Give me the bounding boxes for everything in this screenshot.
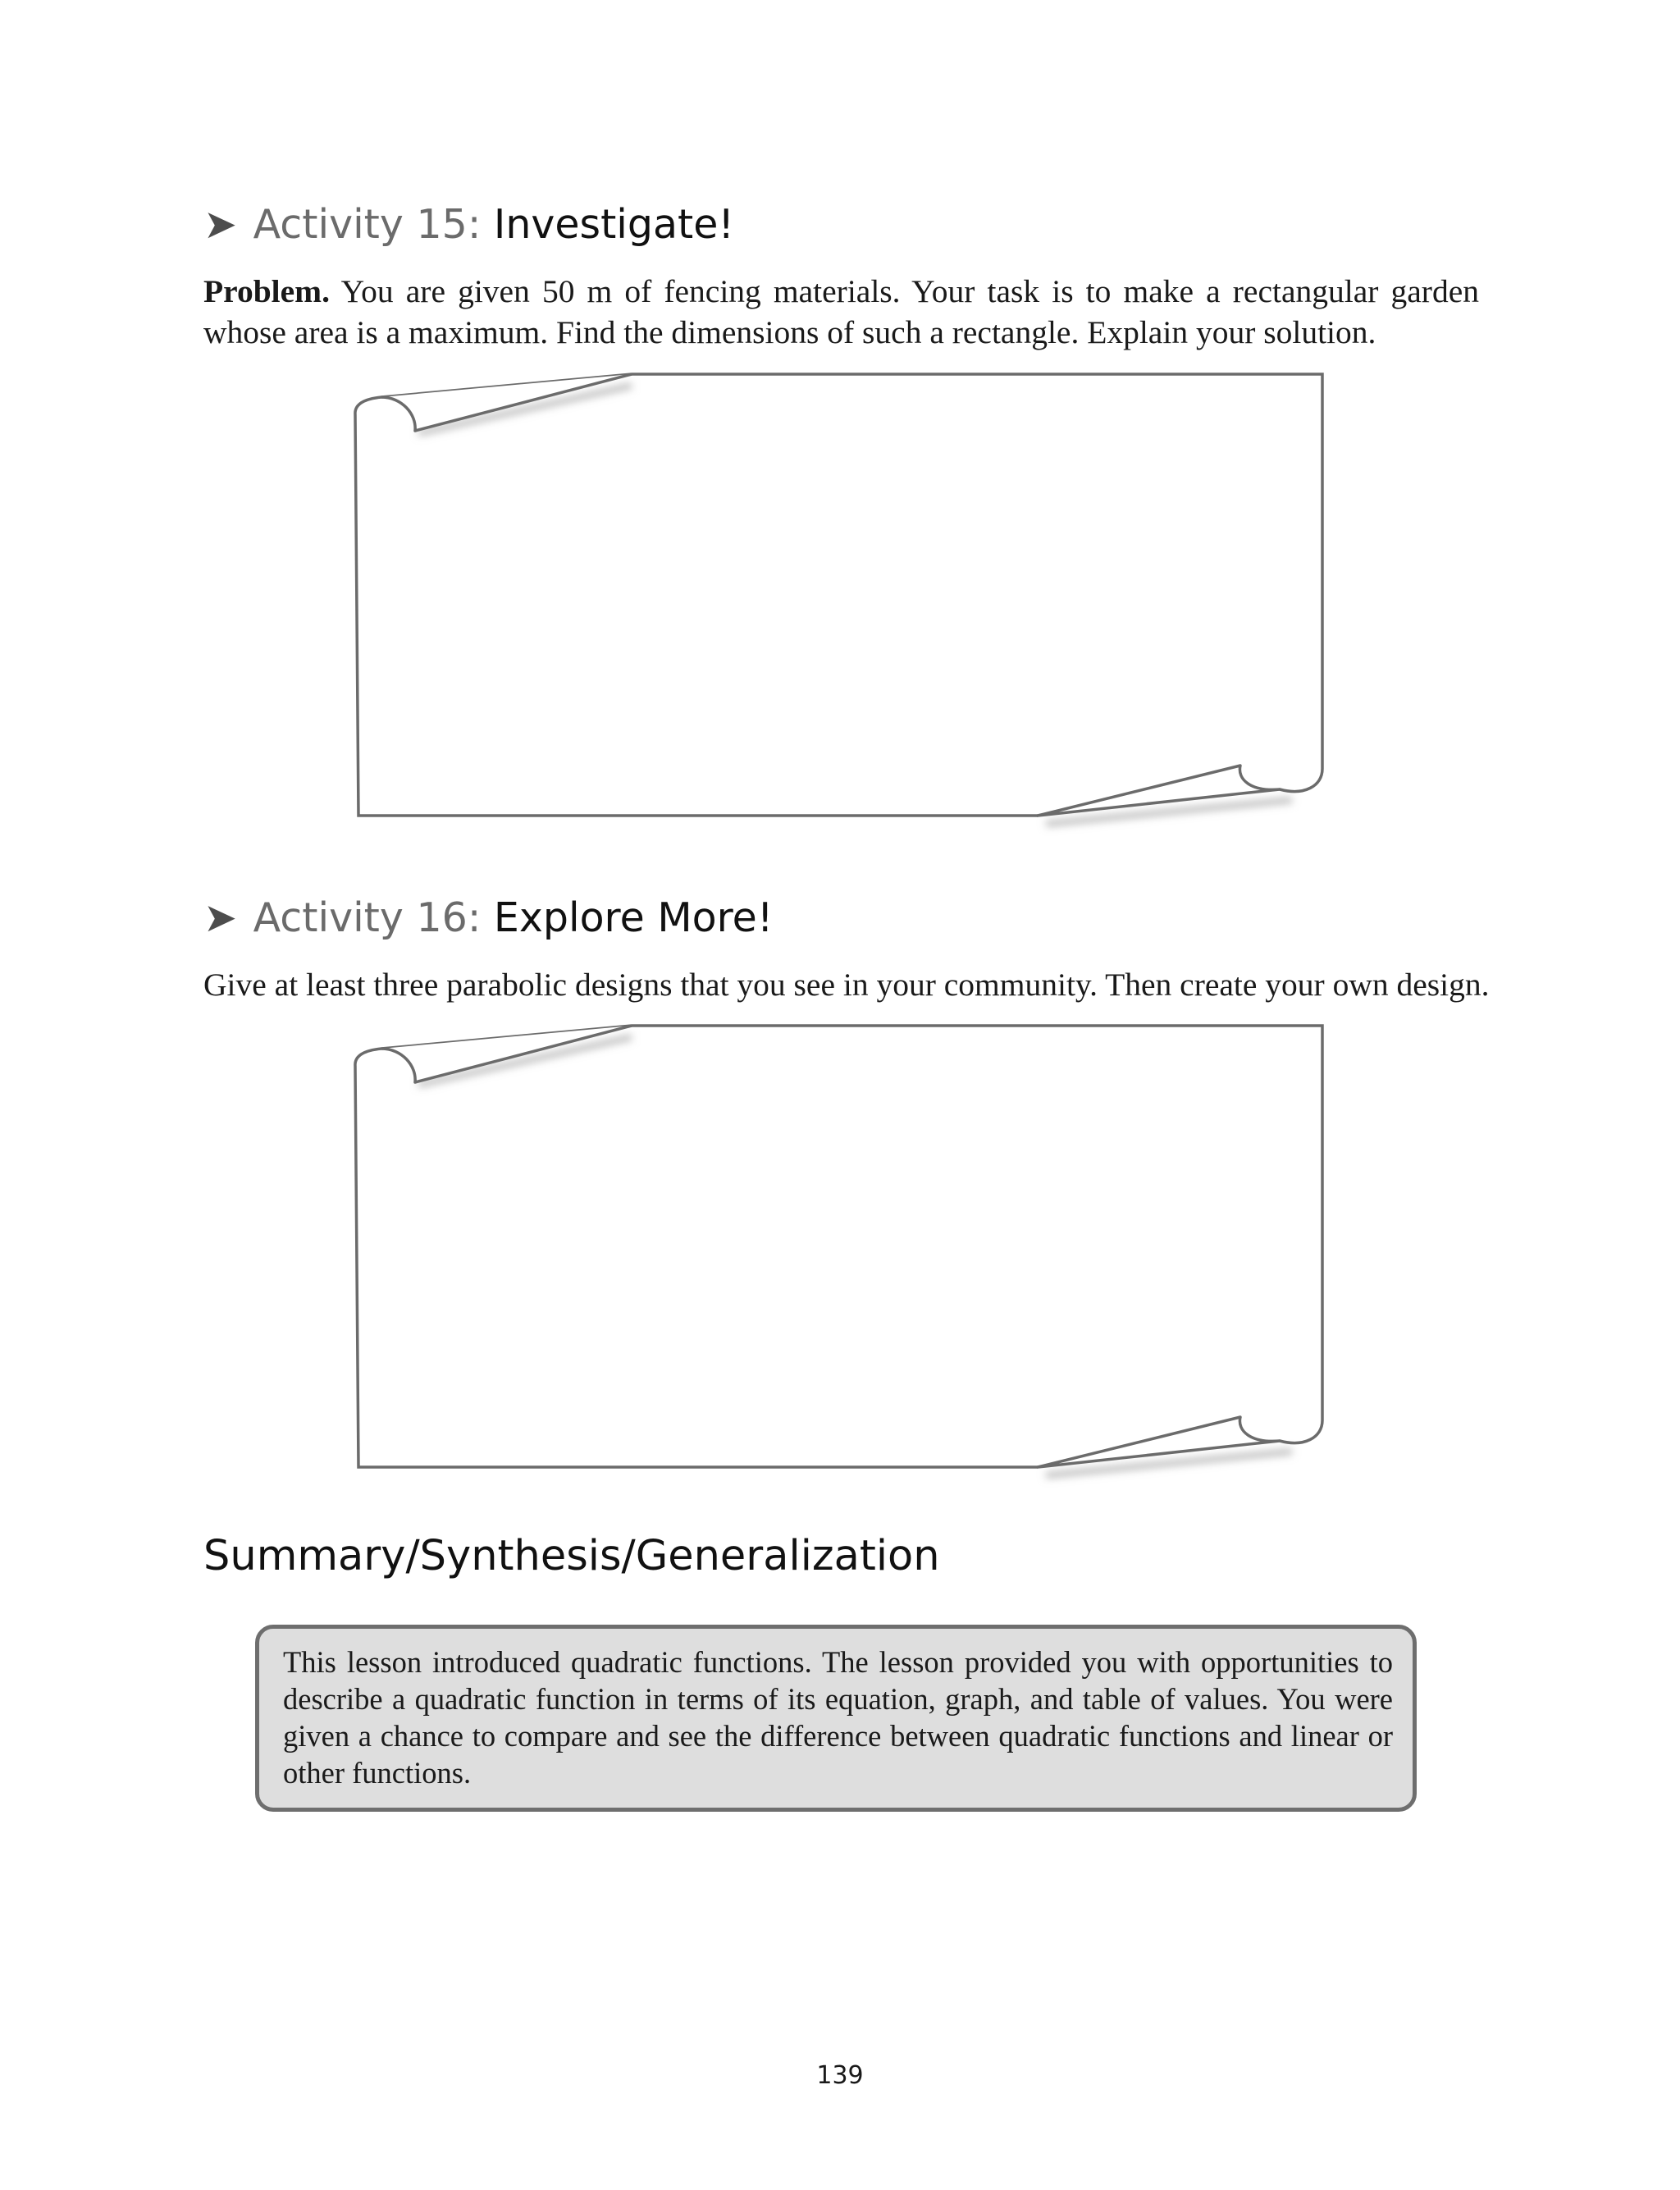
curl-top-left — [381, 1026, 632, 1082]
activity-15-label: Activity 15: — [253, 201, 482, 248]
activity-15-title: Investigate! — [493, 201, 735, 248]
note-outline — [355, 1026, 1322, 1467]
problem-text: You are given 50 m of fencing materials. Your task is to make a rectangular garden whose area is a maximum. Find the dimensions of such a rectangle. Explain your solution. — [203, 273, 1479, 350]
page-number: 139 — [816, 2061, 864, 2090]
activity-16-text: Give at least three parabolic designs that you see in your community. Then create your own design. — [203, 967, 1490, 1003]
summary-text: This lesson introduced quadratic functions. The lesson provided you with opportunities to describe a quadratic function in terms of its equation, graph, and table of values. You were given a chance to compare and see the difference between quadratic functions and linear or other functions. — [283, 1645, 1393, 1790]
arrow-icon: ➤ — [203, 201, 238, 248]
summary-heading: Summary/Synthesis/Generalization — [203, 1532, 940, 1580]
activity-16-answer-box[interactable] — [0, 652, 1680, 1521]
problem-label: Problem. — [203, 273, 330, 309]
curl-top-left — [381, 374, 632, 431]
activity-16-title: Explore More! — [493, 894, 774, 941]
activity-16-label: Activity 16: — [253, 894, 482, 941]
arrow-icon: ➤ — [203, 894, 238, 941]
curl-bottom-right — [1038, 1417, 1280, 1467]
summary-box — [255, 1625, 1417, 1812]
